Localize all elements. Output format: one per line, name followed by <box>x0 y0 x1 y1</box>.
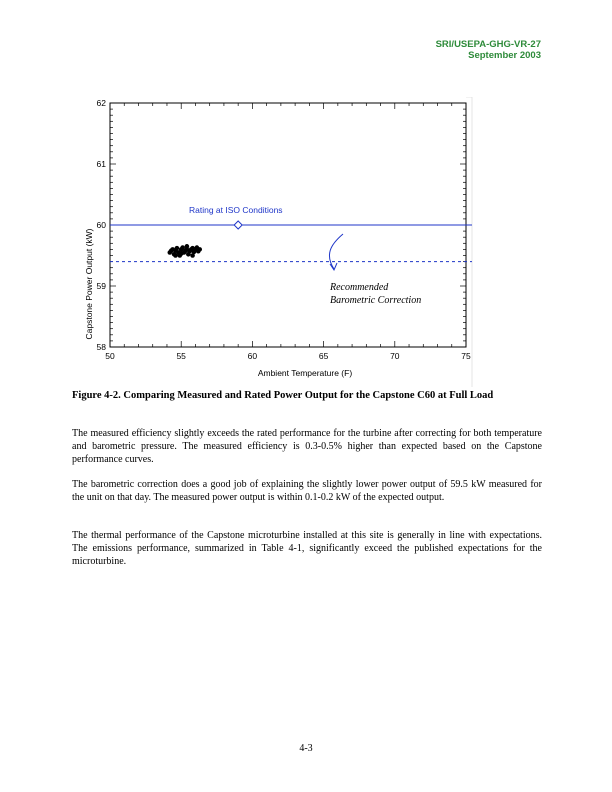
x-tick-label: 55 <box>176 351 186 361</box>
paragraph: The thermal performance of the Capstone microturbine installed at this site is generally in line with expectations. The emissions performance, summarized in Table 4-1, significantly exceed the published expectations for the microturbine. <box>72 530 542 567</box>
y-tick-label: 58 <box>96 342 106 352</box>
figure-chart <box>72 97 544 387</box>
report-header <box>436 39 541 61</box>
iso-rating-label: Rating at ISO Conditions <box>189 205 283 215</box>
x-tick-label: 75 <box>461 351 471 361</box>
data-point <box>179 251 184 256</box>
data-point <box>196 249 201 254</box>
x-axis-title: Ambient Temperature (F) <box>257 368 353 378</box>
y-tick-label: 59 <box>96 281 106 291</box>
x-tick-label: 70 <box>390 351 400 361</box>
data-point <box>185 244 190 249</box>
iso-rating-marker <box>234 221 242 229</box>
paragraph: The measured efficiency slightly exceeds the rated performance for the turbine after correcting for both temperature and barometric pressure. The measured efficiency is 0.3-0.5% higher than expected based on the Capstone performance curves. <box>72 428 542 465</box>
barometric-label-line1: Recommended <box>330 282 389 293</box>
data-point <box>173 253 178 258</box>
report-date: September 2003 <box>468 50 541 61</box>
barometric-label-line2: Barometric Correction <box>330 295 422 306</box>
y-axis-title: Capstone Power Output (kW) <box>84 228 94 340</box>
x-tick-label: 65 <box>318 351 329 361</box>
y-tick-label: 61 <box>96 159 106 169</box>
data-point <box>190 253 195 258</box>
page-number: 4-3 <box>299 743 313 754</box>
y-tick-label: 60 <box>96 220 106 230</box>
figure-caption: Figure 4-2. Comparing Measured and Rated Power Output for the Capstone C60 at Full Load <box>72 390 494 401</box>
chart-svg <box>72 97 544 387</box>
data-point <box>175 246 180 251</box>
report-id: SRI/USEPA-GHG-VR-27 <box>435 39 541 50</box>
data-point <box>169 248 174 253</box>
x-tick-label: 50 <box>105 351 115 361</box>
x-tick-label: 60 <box>247 351 258 361</box>
y-tick-label: 62 <box>96 98 106 108</box>
paragraph: The barometric correction does a good job of explaining the slightly lower power output of 59.5 kW measured for the unit on that day. The measured power output is within 0.1-0.2 kW of the expected output. <box>72 479 542 503</box>
